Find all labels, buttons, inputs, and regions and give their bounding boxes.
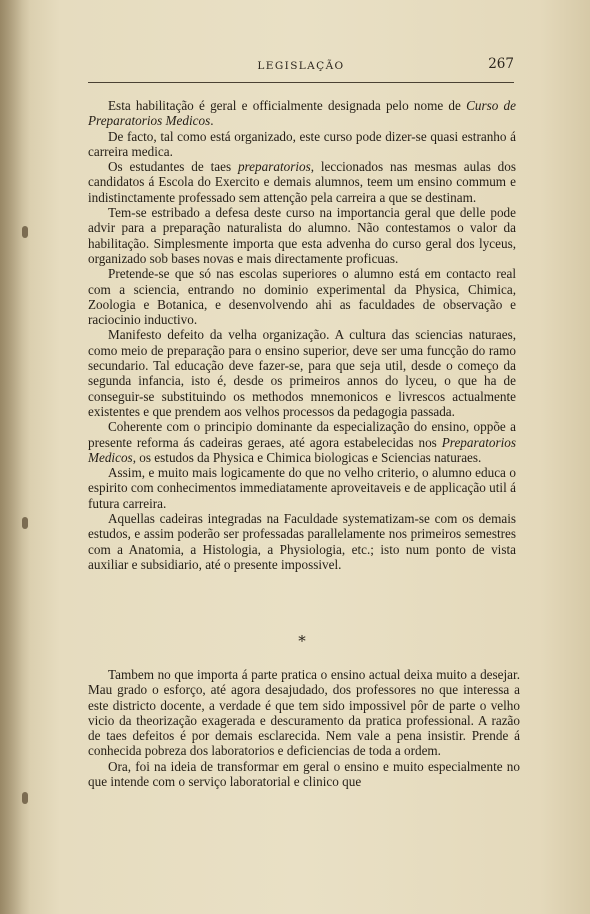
paragraph-7: Coherente com o principio dominante da especialização do ensino, oppõe a presente reforma ás cadeiras geraes, até agora estabelecidas nos Preparatorios Medicos, os estudos da Physica e Chimica biologicas e Sciencias naturaes.	[88, 419, 516, 465]
paragraph-8: Assim, e muito mais logicamente do que no velho criterio, o alumno educa o espirito com conhecimentos immediatamente aproveitaveis e de applicação util á futura carreira.	[88, 465, 516, 511]
section-break-asterisk: *	[298, 632, 306, 650]
paragraph-11: Ora, foi na ideia de transformar em geral o ensino e muito especialmente no que intende com o serviço laboratorial e clinico que	[88, 758, 520, 790]
running-title: LEGISLAÇÃO	[257, 60, 345, 72]
binding-hole	[22, 517, 28, 529]
body-text-lower	[88, 667, 520, 789]
paragraph-2: De facto, tal como está organizado, este curso pode dizer-se quasi estranho á carreira medica.	[88, 128, 516, 159]
page-number: 267	[488, 56, 514, 72]
binding-shadow	[0, 0, 30, 914]
paragraph-6: Manifesto defeito da velha organização. A cultura das sciencias naturaes, como meio de preparação para o ensino superior, deve ser uma funcção do ramo secundario. Tal educação deve fazer-se, para que seja util, desde o começo da segunda infancia, isto é, desde os primeiros annos do lyceu, o que ha de conseguir-se substituindo os methodos mnemonicos e livrescos actualmente existentes e que prendem aos velhos processos da pedagogia passada.	[88, 327, 516, 419]
paragraph-9: Aquellas cadeiras integradas na Faculdade systematizam-se com os demais estudos, e assim poderão ser professadas parallelamente nos primeiros semestres com a Anatomia, a Histologia, a Physiologia, etc.; isto num ponto de vista auxiliar e subsidiario, até o presente impossivel.	[88, 511, 516, 572]
paragraph-10: Tambem no que importa á parte pratica o ensino actual deixa muito a desejar. Mau grado o esforço, até agora desajudado, dos professores no que interessa a este districto docente, a verdade é que tem sido impossivel pôr de parte o velho vicio da theorização exagerada e descuramento da pratica professional. A razão de taes defeitos é por demais esclarecida. Nem vale a pena insistir. Prende á conhecida pobreza dos laboratorios e deficiencias de toda a ordem.	[88, 667, 520, 759]
paragraph-4: Tem-se estribado a defesa deste curso na importancia geral que delle pode advir para a preparação naturalista do alumno. Não contestamos o valor da habilitação. Simplesmente importa que esta advenha do curso geral dos lyceus, organizado sob bases novas e mais directamente proficuas.	[88, 205, 516, 266]
binding-hole	[22, 792, 28, 804]
body-text-upper	[88, 98, 516, 572]
header-rule	[88, 82, 514, 83]
paragraph-5: Pretende-se que só nas escolas superiores o alumno está em contacto real com a sciencia, entrando no dominio experimental da Physica, Chimica, Zoologia e Botanica, e desenvolvendo ahi as faculdades de observação e raciocinio inductivo.	[88, 266, 516, 328]
paragraph-1: Esta habilitação é geral e officialmente designada pelo nome de Curso de Preparatorios Medicos.	[88, 98, 516, 129]
binding-hole	[22, 226, 28, 238]
paragraph-3: Os estudantes de taes preparatorios, leccionados nas mesmas aulas dos candidatos á Escola do Exercito e demais alumnos, teem um ensino commum e indistinctamente professado sem attenção pela carreira a que se destinam.	[88, 159, 516, 205]
page-header	[88, 56, 514, 78]
